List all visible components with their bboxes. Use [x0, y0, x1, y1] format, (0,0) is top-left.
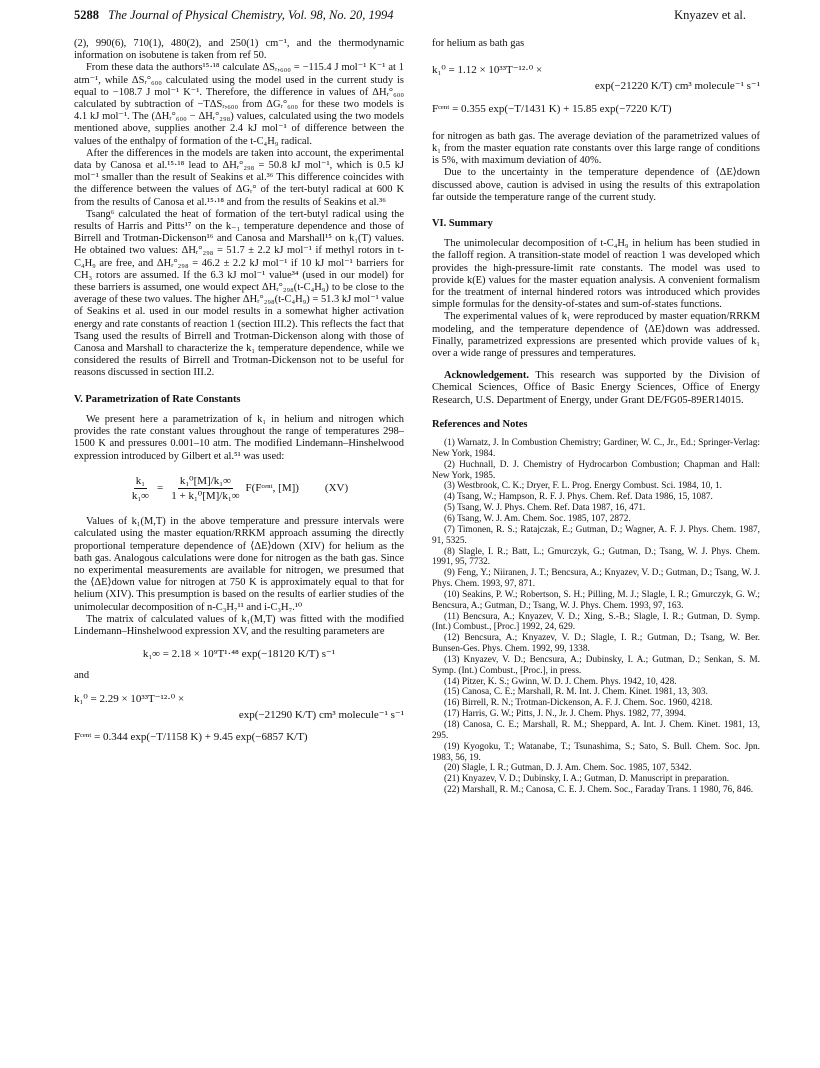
equation-k0-line2: exp(−21290 K/T) cm³ molecule⁻¹ s⁻¹ [238, 708, 404, 721]
acknowledgement-label: Acknowledgement. [444, 370, 529, 382]
reference-item: (3) Westbrook, C. K.; Dryer, F. L. Prog. Energy Combust. Sci. 1984, 10, 1. [444, 481, 722, 492]
paragraph: We present here a parametrization of k₁ in helium and nitrogen which provides the rate constant values throughout the range of temperatures 298–1500 K and pressures 0.001–10 atm. The modified Lindemann–Hinshelwood expression introduced by Gilbert et al.⁵¹ was used: [74, 413, 404, 462]
paragraph: The experimental values of k₁ were reproduced by master equation/RRKM modeling, and the temperature dependence of ⟨ΔE⟩down was addressed. Finally, parametrized expressions are presented which provide values of k₁ over a wide range of pressures and temperatures. [432, 311, 760, 360]
section-heading: V. Parametrization of Rate Constants [74, 393, 241, 405]
reference-item: (4) Tsang, W.; Hampson, R. F. J. Phys. Chem. Ref. Data 1986, 15, 1087. [444, 492, 713, 503]
paragraph: for helium as bath gas [432, 38, 525, 49]
header-left [74, 8, 394, 23]
equation-k0-line1: k₁⁰ = 1.12 × 10³³T⁻¹²·⁰ × [432, 64, 543, 77]
references-heading: References and Notes [432, 418, 528, 430]
reference-item: (20) Slagle, I. R.; Gutman, D. J. Am. Chem. Soc. 1985, 107, 5342. [444, 763, 692, 774]
paragraph: The matrix of calculated values of k₁(M,T) was fitted with the modified Lindemann–Hinshelwood expression XV, and the resulting parameters are [74, 613, 404, 637]
connector-text: and [74, 670, 90, 682]
paragraph: Values of k₁(M,T) in the above temperature and pressure intervals were calculated using the master equation/RRKM approach assuming the directly proportional temperature dependence of ⟨ΔE⟩down (XIV) for helium as the bath gas. Analogous calculations were done for nitrogen as the bath gas. Since no experimental measurements are available for nitrogen, we presumed that the ⟨ΔE⟩down value for nitrogen at 750 K is approximately equal to that for helium (XIV). This presumption is based on the results of earlier studies of the unimolecular decomposition of n-C₃H₇¹¹ and i-C₃H₇.¹⁰ [74, 516, 404, 613]
reference-item: (21) Knyazev, V. D.; Dubinsky, I. A.; Gutman, D. Manuscript in preparation. [444, 774, 730, 785]
reference-item: (22) Marshall, R. M.; Canosa, C. E. J. Chem. Soc., Faraday Trans. 1 1980, 76, 846. [444, 785, 754, 796]
reference-item: (14) Pitzer, K. S.; Gwinn, W. D. J. Chem. Phys. 1942, 10, 428. [444, 676, 677, 687]
paragraph: for nitrogen as bath gas. The average deviation of the parametrized values of k₁ from the master equation rate constants over this large range of conditions is 5%, with maximum deviation of 40%. [432, 130, 760, 167]
acknowledgement [432, 370, 760, 407]
equation-lhs: $\frac{\text{k₁}}{\text{k₁∞}}$ [131, 474, 150, 502]
reference-item: (11) Bencsura, A.; Knyazev, V. D.; Xing, S.-B.; Slagle, I. R.; Gutman, D. Symp. (Int.) Combust., [Proc.] 1992, 24, 629. [432, 611, 760, 633]
left-column [74, 38, 404, 753]
page-number: 5288 [74, 8, 99, 22]
equation-xv: $\frac{\text{k₁}}{\text{k₁∞}}$ = $\frac{\text{k₁⁰[M]/k₁∞}}{\text{1 + k₁⁰[M]/k₁∞}}$ F(Fᶜᵉⁿᵗ, [M]) (XV) [131, 474, 349, 502]
paragraph: After the differences in the models are taken into account, the experimental data by Canosa et al.¹⁵·¹⁸ lead to ΔHᵣ°₂₉₈ = 50.8 kJ mol⁻¹, which is 0.5 kJ mol⁻¹ smaller than the result of Seakins et al.³⁶ This difference coincides with the difference between the values of ΔGᵣ° of the tert-butyl radical at 600 K from the results of Canosa et al.¹⁵·¹⁸ and from the results of Seakins et al.³⁶ [74, 147, 404, 208]
equation-fcent: Fᶜᵉⁿᵗ = 0.344 exp(−T/1158 K) + 9.45 exp(−6857 K/T) [74, 730, 308, 743]
paragraph: (2), 990(6), 710(1), 480(2), and 250(1) cm⁻¹, and the thermodynamic information on isobutene is taken from ref 50. [74, 38, 404, 62]
reference-item: (7) Timonen, R. S.; Ratajczak, E.; Gutman, D.; Wagner, A. F. J. Phys. Chem. 1987, 91, 5325. [432, 524, 760, 546]
paragraph: Due to the uncertainty in the temperature dependence of ⟨ΔE⟩down discussed above, caution is advised in using the results of this extrapolation far outside the temperature range of the current study. [432, 167, 760, 203]
right-column [432, 38, 760, 796]
reference-item: (17) Harris, G. W.; Pitts, J. N., Jr. J. Chem. Phys. 1982, 77, 3994. [444, 709, 686, 720]
reference-item: (9) Feng, Y.; Niiranen, J. T.; Bencsura, A.; Knyazev, V. D.; Gutman, D.; Tsang, W. J. Phys. Chem. 1993, 97, 871. [432, 568, 760, 590]
reference-item: (2) Huchnall, D. J. Chemistry of Hydrocarbon Combustion; Chapman and Hall: New York, 1985. [432, 459, 760, 481]
reference-item: (1) Warnatz, J. In Combustion Chemistry; Gardiner, W. C., Jr., Ed.; Springer-Verlag: New York, 1984. [432, 438, 760, 459]
equation-k0-line2: exp(−21220 K/T) cm³ molecule⁻¹ s⁻¹ [594, 80, 760, 93]
equation-tail: F(Fᶜᵉⁿᵗ, [M]) [245, 482, 299, 495]
equation-k0-line1: k₁⁰ = 2.29 × 10³³T⁻¹²·⁰ × [74, 692, 185, 705]
running-header [74, 8, 746, 28]
equation-fcent: Fᶜᵉⁿᵗ = 0.355 exp(−T/1431 K) + 15.85 exp(−7220 K/T) [432, 102, 672, 115]
header-authors: Knyazev et al. [674, 8, 746, 22]
paragraph: From these data the authors¹⁵·¹⁸ calculate ΔSᵣ,₆₀₀ = −115.4 J mol⁻¹ K⁻¹ at 1 atm⁻¹, while ΔSᵣ°₆₀₀ calculated using the model used in the current study is equal to −108.7 J mol⁻¹ K⁻¹. Therefore, the difference in values of ΔHᵣ°₆₀₀ calculated by subtraction of −TΔSᵣ,₆₀₀ from ΔGᵣ°₆₀₀ for these two models is 4.1 kJ mol⁻¹. The (ΔHᵣ°₆₀₀ − ΔHᵣ°₂₉₈) values, calculated using the two models mentioned above, supplies another 2.4 kJ mol⁻¹ of difference between the values of the enthalpy of formation of the t-C₄H₉ radical. [74, 62, 404, 147]
reference-item: (13) Knyazev, V. D.; Bencsura, A.; Dubinsky, I. A.; Gutman, D.; Senkan, S. M. Symp. (Int.) Combust., [Proc.], in press. [432, 654, 760, 676]
paragraph: Tsang⁶ calculated the heat of formation of the tert-butyl radical using the results of Harris and Pitts¹⁷ on the k₋₁ temperature dependence and those of Birrell and Trotman-Dickenson¹⁶ and Canosa and Marshall¹⁵ on k₁(T) values. He obtained two values: ΔHᵣ°₂₉₈ = 51.7 ± 2.2 kJ mol⁻¹ if methyl rotors in t-C₄H₉ are free, and ΔHᵣ°₂₉₈ = 46.2 ± 2.2 kJ mol⁻¹ if 10 kJ mol⁻¹ barriers for CH₃ rotors are assumed. If the 6.3 kJ mol⁻¹ value³⁴ (used in our model) for these barriers is assumed, one would expect ΔHᵣ°₂₉₈(t-C₄H₉) to be close to the average of these two values. The higher ΔHᵣ°₂₉₈(t-C₄H₉) = 51.3 kJ mol⁻¹ value of Seakins et al. used in our model results in a somewhat higher activation energy and rate constants of reaction 1 (section III.2). This reflects the fact that Tsang used the results of Birrell and Trotman-Dickenson along with those of Canosa and Marshall to characterize the k₁ temperature dependence, while we considered the results of Birrell and Trotman-Dickenson not to be useful for reasons discussed in section III.2. [74, 208, 404, 379]
reference-item: (6) Tsang, W. J. Am. Chem. Soc. 1985, 107, 2872. [444, 513, 631, 524]
reference-item: (5) Tsang, W. J. Phys. Chem. Ref. Data 1987, 16, 471. [444, 503, 646, 514]
acknowledgement-text: This research was supported by the Division of Chemical Sciences, Office of Basic Energy Sciences, Office of Energy Research, U.S. Department of Energy, under Grant DE/FG05-89ER14015. [432, 370, 760, 406]
reference-item: (12) Bencsura, A.; Knyazev, V. D.; Slagle, I. R.; Gutman, D.; Tsang, W. Ber. Bunsen-Ges. Phys. Chem. 1992, 99, 1338. [432, 633, 760, 655]
reference-item: (16) Birrell, R. N.; Trotman-Dickenson, A. F. J. Chem. Soc. 1960, 4218. [444, 698, 713, 709]
reference-item: (19) Kyogoku, T.; Watanabe, T.; Tsunashima, S.; Sato, S. Bull. Chem. Soc. Jpn. 1983, 56, 19. [432, 741, 760, 763]
references-list [432, 438, 760, 796]
journal-title: The Journal of Physical Chemistry, Vol. 98, No. 20, 1994 [108, 8, 394, 22]
equation-label: (XV) [324, 482, 349, 495]
section-heading: VI. Summary [432, 218, 493, 230]
reference-item: (8) Slagle, I. R.; Batt, L.; Gmurczyk, G.; Gutman, D.; Tsang, W. J. Phys. Chem. 1991, 95, 7732. [432, 546, 760, 568]
reference-item: (15) Canosa, C. E.; Marshall, R. M. Int. J. Chem. Kinet. 1981, 13, 303. [444, 687, 708, 698]
paragraph: The unimolecular decomposition of t-C₄H₉ in helium has been studied in the falloff region. A transition-state model of reaction 1 was developed which provides the high-pressure-limit rate constants. The model was used to provide k(E) values for the master equation analysis. A convenient formalism for the treatment of internal hindered rotors was introduced which provides simple formulas for the density-of-states and sum-of-states functions. [432, 238, 760, 311]
equation-rhs: $\frac{\text{k₁⁰[M]/k₁∞}}{\text{1 + k₁⁰[M]/k₁∞}}$ [171, 474, 240, 502]
reference-item: (18) Canosa, C. E.; Marshall, R. M.; Sheppard, A. Int. J. Chem. Kinet. 1981, 13, 295. [432, 720, 760, 741]
equation-k-inf: k₁∞ = 2.18 × 10⁹T¹·⁴⁸ exp(−18120 K/T) s⁻¹ [142, 648, 336, 661]
reference-item: (10) Seakins, P. W.; Robertson, S. H.; Pilling, M. J.; Slagle, I. R.; Gmurczyk, G. W.; Bencsura, A.; Gutman, D.; Tsang, W. J. Phys. Chem. 1993, 97, 163. [432, 589, 760, 611]
